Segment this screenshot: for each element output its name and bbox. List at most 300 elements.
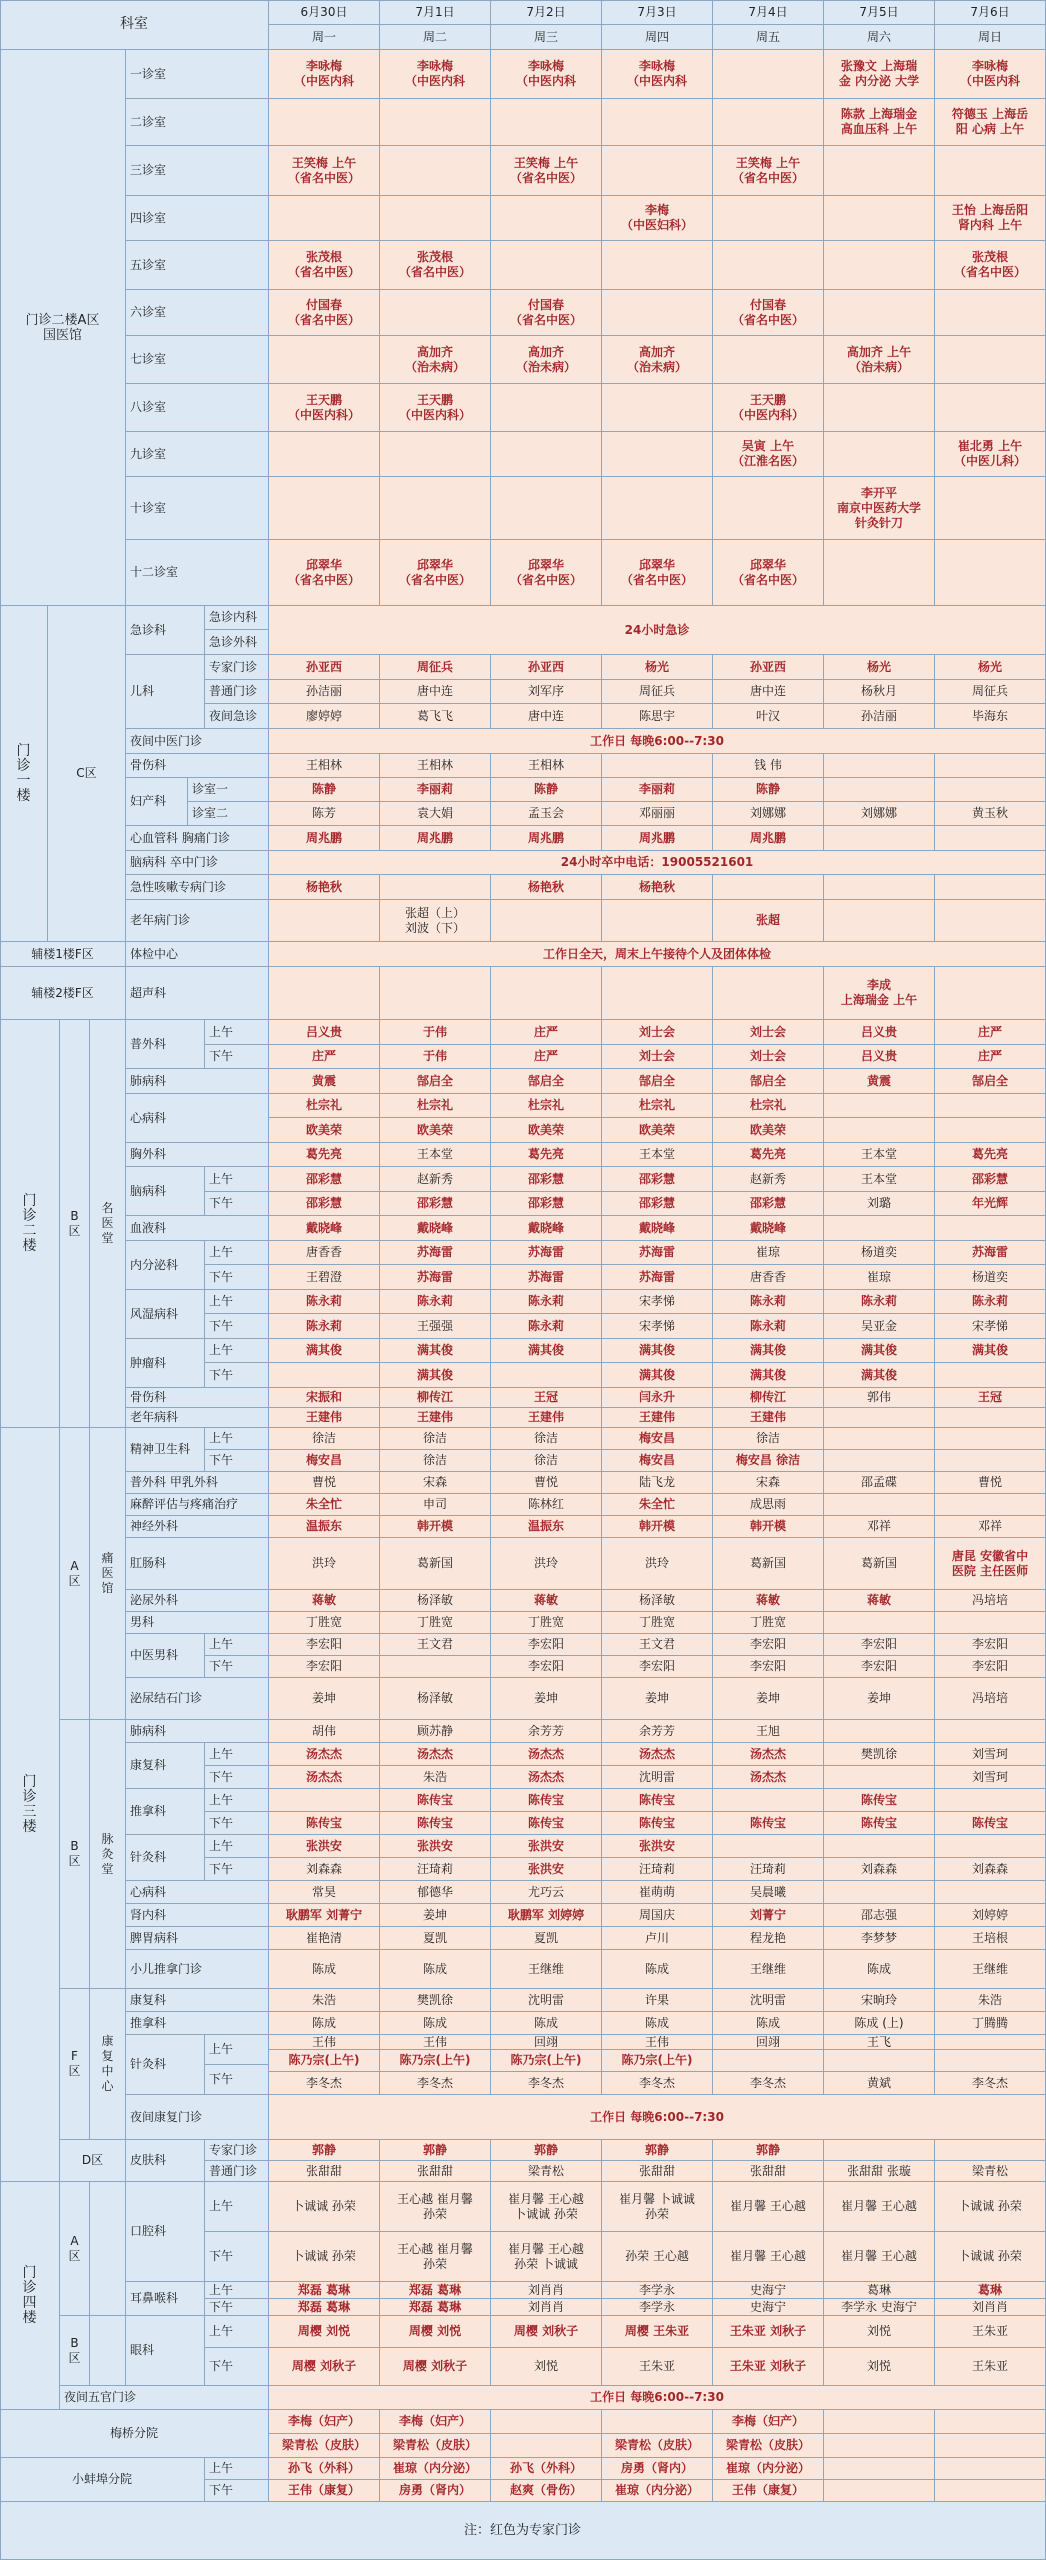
schedule-cell	[935, 2140, 1046, 2161]
schedule-cell: 邵彩慧	[602, 1192, 713, 1216]
schedule-cell: 杨道奕	[824, 1241, 935, 1265]
schedule-cell: 苏海雷	[602, 1265, 713, 1290]
schedule-cell: 付国春 （省名中医）	[713, 290, 824, 336]
schedule-cell: 王本堂	[824, 1143, 935, 1167]
header-date: 7月1日	[380, 0, 491, 25]
schedule-cell: 陈传宝	[269, 1812, 380, 1835]
schedule-cell: 崔月馨 王心越	[824, 2182, 935, 2232]
dept-label: 小儿推拿门诊	[126, 1950, 269, 1989]
header-date: 7月5日	[824, 0, 935, 25]
schedule-cell: 王建伟	[491, 1408, 602, 1428]
schedule-cell	[713, 336, 824, 384]
dept-label: 急诊科	[126, 606, 205, 655]
dept-label: 脑病科 卒中门诊	[126, 851, 269, 875]
schedule-cell: 姜坤	[602, 1678, 713, 1720]
schedule-cell: 张甜甜	[602, 2161, 713, 2182]
schedule-cell: 徐洁	[491, 1450, 602, 1472]
schedule-cell: 郜启全	[602, 1069, 713, 1094]
am-label: 上午	[205, 1241, 269, 1265]
schedule-cell: 汪琦莉	[713, 1858, 824, 1881]
schedule-cell: 宋森	[380, 1472, 491, 1494]
schedule-cell	[380, 1656, 491, 1678]
schedule-cell: 苏海雷	[602, 1241, 713, 1265]
dept-label: 内分泌科	[126, 1241, 205, 1290]
schedule-cell: 陈传宝	[824, 1789, 935, 1812]
dept-label: 神经外科	[126, 1516, 269, 1538]
schedule-cell: 回翊	[491, 2035, 602, 2050]
schedule-cell: 李宏阳	[491, 1634, 602, 1656]
schedule-cell: 李宏阳	[935, 1634, 1046, 1656]
schedule-cell: 黄震	[824, 1069, 935, 1094]
schedule-cell: 于伟	[380, 1020, 491, 1045]
schedule-cell: 夏凯	[491, 1927, 602, 1950]
dept-label: 十二诊室	[126, 540, 269, 606]
schedule-cell: 成思雨	[713, 1494, 824, 1516]
schedule-cell: 崔月馨 王心越	[713, 2232, 824, 2282]
schedule-cell: 崔月馨 卜诚诚 孙荣	[602, 2182, 713, 2232]
schedule-cell: 邓祥	[935, 1516, 1046, 1538]
schedule-cell: 高加齐 上午 （治未病）	[824, 336, 935, 384]
schedule-cell	[935, 826, 1046, 851]
schedule-cell: 孙亚西	[491, 655, 602, 680]
schedule-cell: 苏海雷	[935, 1241, 1046, 1265]
am-label: 上午	[205, 1020, 269, 1045]
schedule-cell: 汤杰杰	[602, 1743, 713, 1766]
dept-label: 夜间五官门诊	[60, 2386, 269, 2410]
dept-label: 心病科	[126, 1094, 269, 1143]
schedule-cell: 郭静	[713, 2140, 824, 2161]
header-room: 科室	[0, 0, 269, 50]
schedule-cell: 耿鹏军 刘婷婷	[491, 1904, 602, 1927]
schedule-cell: 崔琼（内分泌）	[602, 2480, 713, 2502]
schedule-cell: 王文君	[602, 1634, 713, 1656]
schedule-cell: 邱翠华 （省名中医）	[380, 540, 491, 606]
schedule-cell: 庄严	[491, 1020, 602, 1045]
schedule-cell: 王笑梅 上午 （省名中医）	[713, 146, 824, 196]
schedule-cell: 王本堂	[380, 1143, 491, 1167]
schedule-cell	[602, 432, 713, 477]
schedule-cell: 李梅（妇产）	[713, 2410, 824, 2434]
dept-label: 眼科	[126, 2316, 205, 2386]
schedule-cell	[824, 241, 935, 290]
schedule-cell: 周兆鹏	[713, 826, 824, 851]
emergency-banner: 24小时急诊	[269, 606, 1046, 655]
schedule-cell: 李梅（妇产）	[269, 2410, 380, 2434]
branch-label: 梅桥分院	[0, 2410, 269, 2458]
schedule-cell	[269, 1363, 380, 1388]
schedule-cell: 郑磊 葛琳	[269, 2282, 380, 2299]
schedule-cell	[935, 2410, 1046, 2434]
schedule-cell: 孙亚西	[269, 655, 380, 680]
schedule-cell: 王建伟	[269, 1408, 380, 1428]
schedule-cell: 洪玲	[269, 1538, 380, 1590]
ent-evening-banner: 工作日 每晚6:00--7:30	[269, 2386, 1046, 2410]
schedule-cell: 房勇（肾内）	[380, 2480, 491, 2502]
schedule-cell	[824, 1216, 935, 1241]
schedule-cell: 张洪安	[602, 1835, 713, 1858]
schedule-cell: 郑磊 葛琳	[380, 2282, 491, 2299]
schedule-cell: 杨泽敏	[380, 1590, 491, 1612]
schedule-cell	[602, 967, 713, 1020]
schedule-cell: 崔萌萌	[602, 1881, 713, 1904]
schedule-cell: 刘婷婷	[935, 1904, 1046, 1927]
schedule-cell: 王朱亚	[935, 2348, 1046, 2386]
schedule-cell: 刘士会	[713, 1020, 824, 1045]
schedule-cell	[935, 384, 1046, 432]
schedule-cell: 王朱亚	[935, 2316, 1046, 2348]
schedule-cell: 李成 上海瑞金 上午	[824, 967, 935, 1020]
schedule-cell	[491, 967, 602, 1020]
schedule-cell: 杨光	[935, 655, 1046, 680]
dept-label: 十诊室	[126, 477, 269, 540]
dept-label: 风湿病科	[126, 1290, 205, 1339]
schedule-cell: 杨艳秋	[491, 875, 602, 900]
schedule-cell: 崔艳清	[269, 1927, 380, 1950]
schedule-cell: 王强强	[380, 1314, 491, 1339]
schedule-cell: 宋晌玲	[824, 1989, 935, 2012]
schedule-cell: 徐洁	[713, 1428, 824, 1450]
schedule-cell	[602, 754, 713, 778]
schedule-cell: 陈传宝	[380, 1789, 491, 1812]
rehab-evening-banner: 工作日 每晚6:00--7:30	[269, 2095, 1046, 2140]
dept-label: 脾胃病科	[126, 1927, 269, 1950]
schedule-cell: 韩开模	[713, 1516, 824, 1538]
schedule-cell: 姜坤	[491, 1678, 602, 1720]
schedule-cell: 姜坤	[713, 1678, 824, 1720]
schedule-cell: 杜宗礼	[491, 1094, 602, 1118]
schedule-cell: 李冬杰	[602, 2072, 713, 2095]
schedule-cell: 庄严	[935, 1020, 1046, 1045]
schedule-cell: 王伟	[269, 2035, 380, 2050]
schedule-cell: 汤杰杰	[713, 1766, 824, 1789]
dept-label: 口腔科	[126, 2182, 205, 2282]
am-label: 上午	[205, 1339, 269, 1363]
dept-label: 儿科	[126, 655, 205, 729]
schedule-cell: 戴晓峰	[491, 1216, 602, 1241]
am-label: 上午	[205, 2035, 269, 2065]
schedule-cell	[269, 900, 380, 942]
schedule-cell: 王本堂	[824, 1167, 935, 1192]
schedule-cell: 孙洁丽	[269, 680, 380, 704]
schedule-cell: 刘雪珂	[935, 1743, 1046, 1766]
schedule-cell: 陈成	[269, 1950, 380, 1989]
schedule-cell	[824, 1720, 935, 1743]
schedule-cell: 欧美荣	[491, 1118, 602, 1143]
schedule-cell	[713, 50, 824, 99]
am-label: 上午	[205, 1428, 269, 1450]
schedule-cell: 王心越 崔月馨 孙荣	[380, 2232, 491, 2282]
schedule-cell: 陈永莉	[380, 1290, 491, 1314]
schedule-cell: 陈永莉	[935, 1290, 1046, 1314]
schedule-cell: 吕义贵	[824, 1045, 935, 1069]
pm-label: 下午	[205, 1450, 269, 1472]
schedule-cell	[935, 1216, 1046, 1241]
schedule-cell: 朱浩	[935, 1989, 1046, 2012]
schedule-cell: 汤杰杰	[713, 1743, 824, 1766]
schedule-cell	[935, 2458, 1046, 2480]
schedule-cell	[491, 432, 602, 477]
dept-label: 老年病科	[126, 1408, 269, 1428]
dept-label: 胸外科	[126, 1143, 269, 1167]
dept-label: 中医男科	[126, 1634, 205, 1678]
schedule-cell: 赵新秀	[380, 1167, 491, 1192]
pm-label: 下午	[205, 1812, 269, 1835]
schedule-cell: 姜坤	[380, 1904, 491, 1927]
schedule-cell: 余芳芳	[491, 1720, 602, 1743]
schedule-cell: 戴晓峰	[269, 1216, 380, 1241]
schedule-cell	[602, 146, 713, 196]
schedule-cell: 陈永莉	[713, 1314, 824, 1339]
schedule-cell: 史海宁	[713, 2299, 824, 2316]
schedule-cell	[602, 2410, 713, 2434]
schedule-cell: 崔琼	[713, 1241, 824, 1265]
schedule-cell: 郜启全	[380, 1069, 491, 1094]
schedule-cell: 李咏梅 （中医内科	[491, 50, 602, 99]
schedule-cell: 李冬杰	[380, 2072, 491, 2095]
schedule-cell: 卜诚诚 孙荣	[269, 2182, 380, 2232]
schedule-cell: 王朱亚	[602, 2348, 713, 2386]
schedule-cell	[824, 2458, 935, 2480]
schedule-cell: 刘雪珂	[935, 1766, 1046, 1789]
schedule-cell: 蒋敏	[491, 1590, 602, 1612]
schedule-cell: 陈永莉	[824, 1290, 935, 1314]
schedule-cell: 陈永莉	[269, 1290, 380, 1314]
schedule-cell: 葛琳	[935, 2282, 1046, 2299]
schedule-cell	[824, 2434, 935, 2458]
zone-label: 辅楼1楼F区	[0, 942, 126, 967]
schedule-cell: 杨光	[824, 655, 935, 680]
schedule-cell: 王怡 上海岳阳 肾内科 上午	[935, 196, 1046, 241]
dept-label: 八诊室	[126, 384, 269, 432]
schedule-cell: 高加齐 （治未病）	[602, 336, 713, 384]
schedule-cell: 姜坤	[824, 1678, 935, 1720]
area-label: A 区	[60, 1428, 90, 1720]
schedule-cell: 邵彩慧	[935, 1167, 1046, 1192]
schedule-cell: 汪琦莉	[602, 1858, 713, 1881]
schedule-cell: 梅安昌 徐洁	[713, 1450, 824, 1472]
schedule-cell: 樊凯徐	[380, 1989, 491, 2012]
schedule-cell: 欧美荣	[713, 1118, 824, 1143]
schedule-cell	[935, 1450, 1046, 1472]
schedule-cell: 陈乃宗(上午)	[491, 2050, 602, 2072]
sub-label: 急诊内科	[205, 606, 269, 630]
schedule-cell: 袁大娟	[380, 802, 491, 826]
schedule-cell: 杨道奕	[935, 1265, 1046, 1290]
schedule-cell: 李开平 南京中医药大学 针灸针刀	[824, 477, 935, 540]
dept-label: 一诊室	[126, 50, 269, 99]
schedule-cell	[602, 384, 713, 432]
schedule-cell: 温振东	[269, 1516, 380, 1538]
schedule-cell	[491, 241, 602, 290]
schedule-cell	[935, 336, 1046, 384]
hall-label: 痛 医 馆	[90, 1428, 126, 1720]
schedule-cell: 邵彩慧	[269, 1167, 380, 1192]
schedule-cell: 苏海雷	[491, 1241, 602, 1265]
pm-label: 下午	[205, 1766, 269, 1789]
schedule-cell: 周征兵	[380, 655, 491, 680]
schedule-cell	[269, 99, 380, 146]
dept-label: 四诊室	[126, 196, 269, 241]
schedule-cell: 冯培培	[935, 1590, 1046, 1612]
schedule-cell: 苏海雷	[380, 1265, 491, 1290]
zone-label: 辅楼2楼F区	[0, 967, 126, 1020]
schedule-cell	[824, 1408, 935, 1428]
schedule-cell: 欧美荣	[602, 1118, 713, 1143]
header-date: 7月3日	[602, 0, 713, 25]
schedule-cell: 王旭	[713, 1720, 824, 1743]
schedule-cell: 梁青松（皮肤）	[713, 2434, 824, 2458]
schedule-cell: 陈永莉	[713, 1290, 824, 1314]
schedule-cell: 陈乃宗(上午)	[269, 2050, 380, 2072]
schedule-cell	[602, 477, 713, 540]
schedule-cell	[935, 1789, 1046, 1812]
schedule-cell	[602, 241, 713, 290]
schedule-cell: 唐香香	[269, 1241, 380, 1265]
schedule-cell: 刘士会	[713, 1045, 824, 1069]
schedule-cell: 李咏梅 （中医内科	[935, 50, 1046, 99]
schedule-cell: 王相林	[491, 754, 602, 778]
schedule-cell: 陈静	[713, 778, 824, 802]
schedule-cell: 邵彩慧	[380, 1192, 491, 1216]
schedule-cell: 王伟（康复）	[713, 2480, 824, 2502]
schedule-cell: 孙飞（外科）	[491, 2458, 602, 2480]
schedule-cell: 于伟	[380, 1045, 491, 1069]
dept-label: 泌尿结石门诊	[126, 1678, 269, 1720]
am-label: 上午	[205, 2458, 269, 2480]
schedule-cell: 张洪安	[380, 1835, 491, 1858]
schedule-cell: 梁青松	[935, 2161, 1046, 2182]
schedule-cell: 黄玉秋	[935, 802, 1046, 826]
schedule-cell: 崔月馨 王心越	[824, 2232, 935, 2282]
schedule-cell	[713, 196, 824, 241]
schedule-cell: 王天鹏 （中医内科）	[713, 384, 824, 432]
schedule-cell: 吕义贵	[269, 1020, 380, 1045]
am-label: 上午	[205, 1634, 269, 1656]
pm-label: 下午	[205, 1265, 269, 1290]
schedule-cell: 满其俊	[602, 1339, 713, 1363]
dept-label: 骨伤科	[126, 754, 269, 778]
dept-label: 体检中心	[126, 942, 269, 967]
dept-label: 泌尿外科	[126, 1590, 269, 1612]
schedule-cell: 吴寅 上午 （江淮名医）	[713, 432, 824, 477]
schedule-cell: 汪琦莉	[380, 1858, 491, 1881]
schedule-cell: 杨泽敏	[380, 1678, 491, 1720]
schedule-cell	[380, 432, 491, 477]
hall-label	[90, 2316, 126, 2386]
schedule-cell: 李宏阳	[713, 1656, 824, 1678]
schedule-cell: 满其俊	[602, 1363, 713, 1388]
schedule-cell: 李丽莉	[602, 778, 713, 802]
schedule-cell: 陈静	[269, 778, 380, 802]
schedule-cell: 曹悦	[491, 1472, 602, 1494]
schedule-cell	[491, 900, 602, 942]
schedule-cell: 张甜甜	[380, 2161, 491, 2182]
schedule-cell	[935, 290, 1046, 336]
schedule-cell	[269, 196, 380, 241]
schedule-cell	[491, 196, 602, 241]
schedule-cell: 葛新国	[380, 1538, 491, 1590]
schedule-cell: 王伟	[602, 2035, 713, 2050]
schedule-cell	[935, 1835, 1046, 1858]
zone-label: 门诊二楼A区 国医馆	[0, 50, 126, 606]
schedule-cell: 房勇（肾内）	[602, 2458, 713, 2480]
schedule-cell: 符德玉 上海岳 阳 心病 上午	[935, 99, 1046, 146]
schedule-cell	[935, 2434, 1046, 2458]
pm-label: 下午	[205, 1363, 269, 1388]
schedule-cell	[935, 477, 1046, 540]
schedule-cell: 汤杰杰	[269, 1766, 380, 1789]
schedule-cell	[713, 967, 824, 1020]
schedule-cell	[380, 290, 491, 336]
schedule-cell	[269, 477, 380, 540]
schedule-cell: 樊凯徐	[824, 1743, 935, 1766]
schedule-cell: 付国春 （省名中医）	[491, 290, 602, 336]
schedule-cell: 钱 伟	[713, 754, 824, 778]
schedule-cell	[824, 2480, 935, 2502]
dept-label: 三诊室	[126, 146, 269, 196]
sub-label: 普通门诊	[205, 680, 269, 704]
dept-label: 老年病门诊	[126, 900, 269, 942]
schedule-cell: 刘森森	[935, 1858, 1046, 1881]
schedule-cell: 廖婷婷	[269, 704, 380, 729]
schedule-cell	[824, 1766, 935, 1789]
schedule-cell	[824, 754, 935, 778]
schedule-cell: 王继维	[713, 1950, 824, 1989]
schedule-cell	[935, 1720, 1046, 1743]
dept-label: 肛肠科	[126, 1538, 269, 1590]
schedule-cell: 李咏梅 （中医内科	[602, 50, 713, 99]
schedule-cell: 陈成	[491, 2012, 602, 2035]
hall-label: 康 复 中 心	[90, 1989, 126, 2140]
schedule-cell: 陈传宝	[491, 1789, 602, 1812]
dept-label: 七诊室	[126, 336, 269, 384]
schedule-cell: 刘军序	[491, 680, 602, 704]
schedule-cell	[935, 1428, 1046, 1450]
dept-label: 普外科	[126, 1020, 205, 1069]
schedule-cell: 卜诚诚 孙荣	[269, 2232, 380, 2282]
schedule-cell: 朱全忙	[269, 1494, 380, 1516]
schedule-cell: 陈成 (上)	[824, 2012, 935, 2035]
schedule-cell	[824, 196, 935, 241]
schedule-cell: 满其俊	[491, 1339, 602, 1363]
schedule-cell	[824, 875, 935, 900]
schedule-cell: 李梦梦	[824, 1927, 935, 1950]
schedule-cell: 陈传宝	[713, 1812, 824, 1835]
schedule-cell: 李冬杰	[269, 2072, 380, 2095]
schedule-cell: 李咏梅 （中医内科	[380, 50, 491, 99]
schedule-cell: 唐中连	[491, 704, 602, 729]
schedule-cell: 郜启全	[935, 1069, 1046, 1094]
schedule-cell: 李宏阳	[491, 1656, 602, 1678]
schedule-cell: 郜启全	[713, 1069, 824, 1094]
schedule-cell: 张超（上） 刘波（下）	[380, 900, 491, 942]
schedule-cell: 曹悦	[269, 1472, 380, 1494]
schedule-cell	[269, 1789, 380, 1812]
schedule-cell: 满其俊	[380, 1339, 491, 1363]
schedule-cell: 朱浩	[380, 1766, 491, 1789]
schedule-cell: 葛新国	[713, 1538, 824, 1590]
dept-label: 夜间康复门诊	[126, 2095, 269, 2140]
schedule-cell: 杨秋月	[824, 680, 935, 704]
schedule-cell: 苏海雷	[380, 1241, 491, 1265]
schedule-cell: 洪玲	[602, 1538, 713, 1590]
schedule-cell: 尤巧云	[491, 1881, 602, 1904]
schedule-cell: 张洪安	[269, 1835, 380, 1858]
schedule-cell: 年光辉	[935, 1192, 1046, 1216]
schedule-cell: 郜启全	[491, 1069, 602, 1094]
schedule-cell: 陈传宝	[824, 1812, 935, 1835]
schedule-cell: 王继维	[935, 1950, 1046, 1989]
